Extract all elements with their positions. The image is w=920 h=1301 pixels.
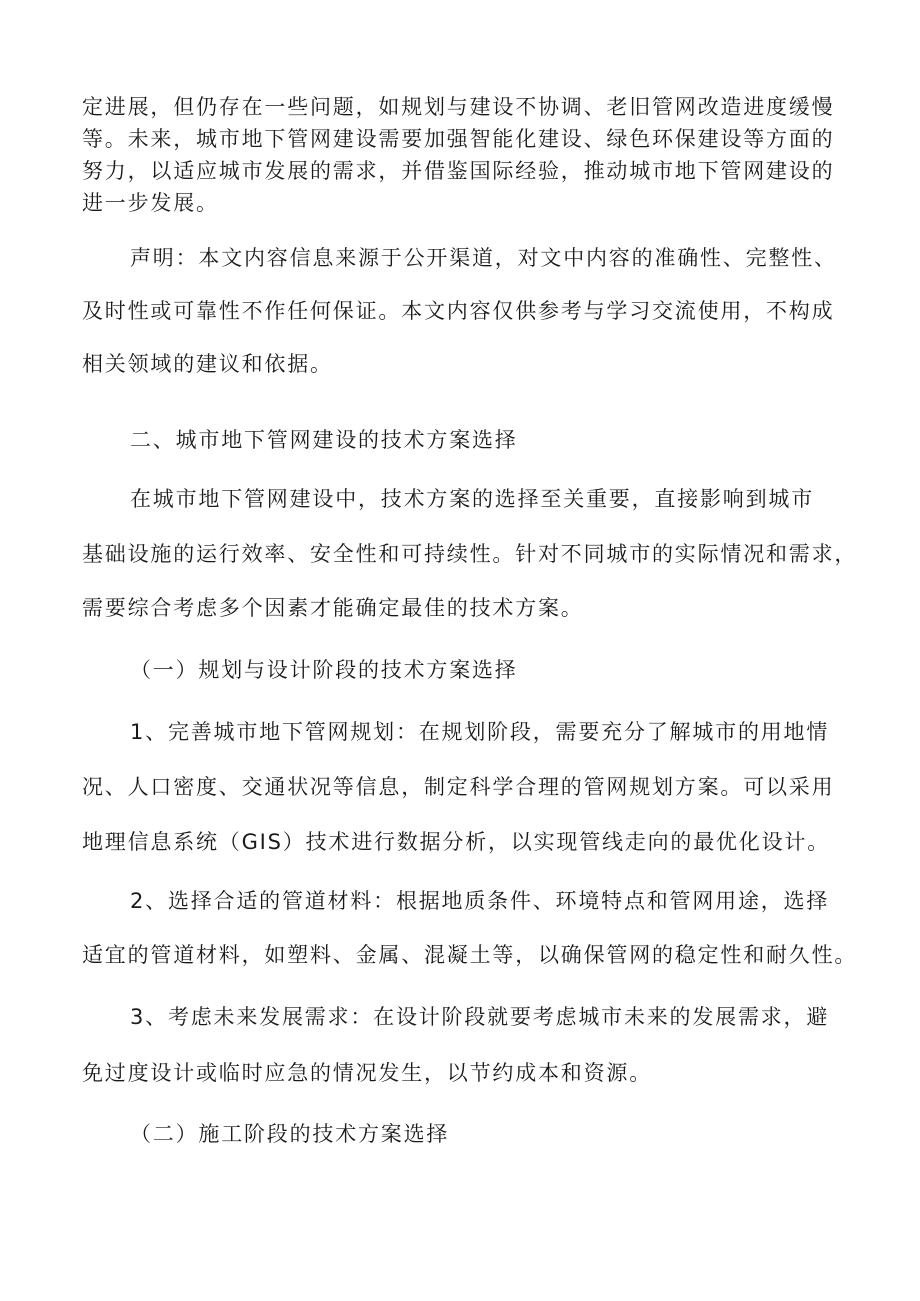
text-line: 1、完善城市地下管网规划：在规划阶段，需要充分了解城市的用地情 (130, 720, 830, 744)
text-line: 况、人口密度、交通状况等信息，制定科学合理的管网规划方案。可以采用 (82, 775, 835, 799)
text-line: 适宜的管道材料，如塑料、金属、混凝土等，以确保管网的稳定性和耐久性。 (82, 943, 858, 967)
text-line: 及时性或可靠性不作任何保证。本文内容仅供参考与学习交流使用，不构成 (82, 299, 835, 323)
text-line: 地理信息系统（GIS）技术进行数据分析，以实现管线走向的最优化设计。 (82, 830, 830, 854)
text-line: 在城市地下管网建设中，技术方案的选择至关重要，直接影响到城市 (130, 487, 814, 511)
text-line: 定进展，但仍存在一些问题，如规划与建设不协调、老旧管网改造进度缓慢 (82, 95, 835, 119)
text-line: 免过度设计或临时应急的情况发生，以节约成本和资源。 (82, 1061, 652, 1085)
text-line: 2、选择合适的管道材料：根据地质条件、环境特点和管网用途，选择 (130, 889, 830, 913)
heading-text: 二、城市地下管网建设的技术方案选择 (130, 428, 518, 452)
text-line: 声明：本文内容信息来源于公开渠道，对文中内容的准确性、完整性、 (130, 246, 837, 270)
text-line: 进一步发展。 (82, 191, 219, 215)
text-line: 等。未来，城市地下管网建设需要加强智能化建设、绿色环保建设等方面的 (82, 127, 835, 151)
text-line: 努力，以适应城市发展的需求，并借鉴国际经验，推动城市地下管网建设的 (82, 159, 835, 183)
text-line: 3、考虑未来发展需求：在设计阶段就要考虑城市未来的发展需求，避 (130, 1005, 830, 1029)
text-line: 相关领域的建议和依据。 (82, 352, 333, 376)
text-line: 需要综合考虑多个因素才能确定最佳的技术方案。 (82, 596, 584, 620)
heading-text: （一）规划与设计阶段的技术方案选择 (130, 658, 518, 682)
text-line: 基础设施的运行效率、安全性和可持续性。针对不同城市的实际情况和需求， (82, 542, 858, 566)
heading-text: （二）施工阶段的技术方案选择 (130, 1122, 450, 1146)
